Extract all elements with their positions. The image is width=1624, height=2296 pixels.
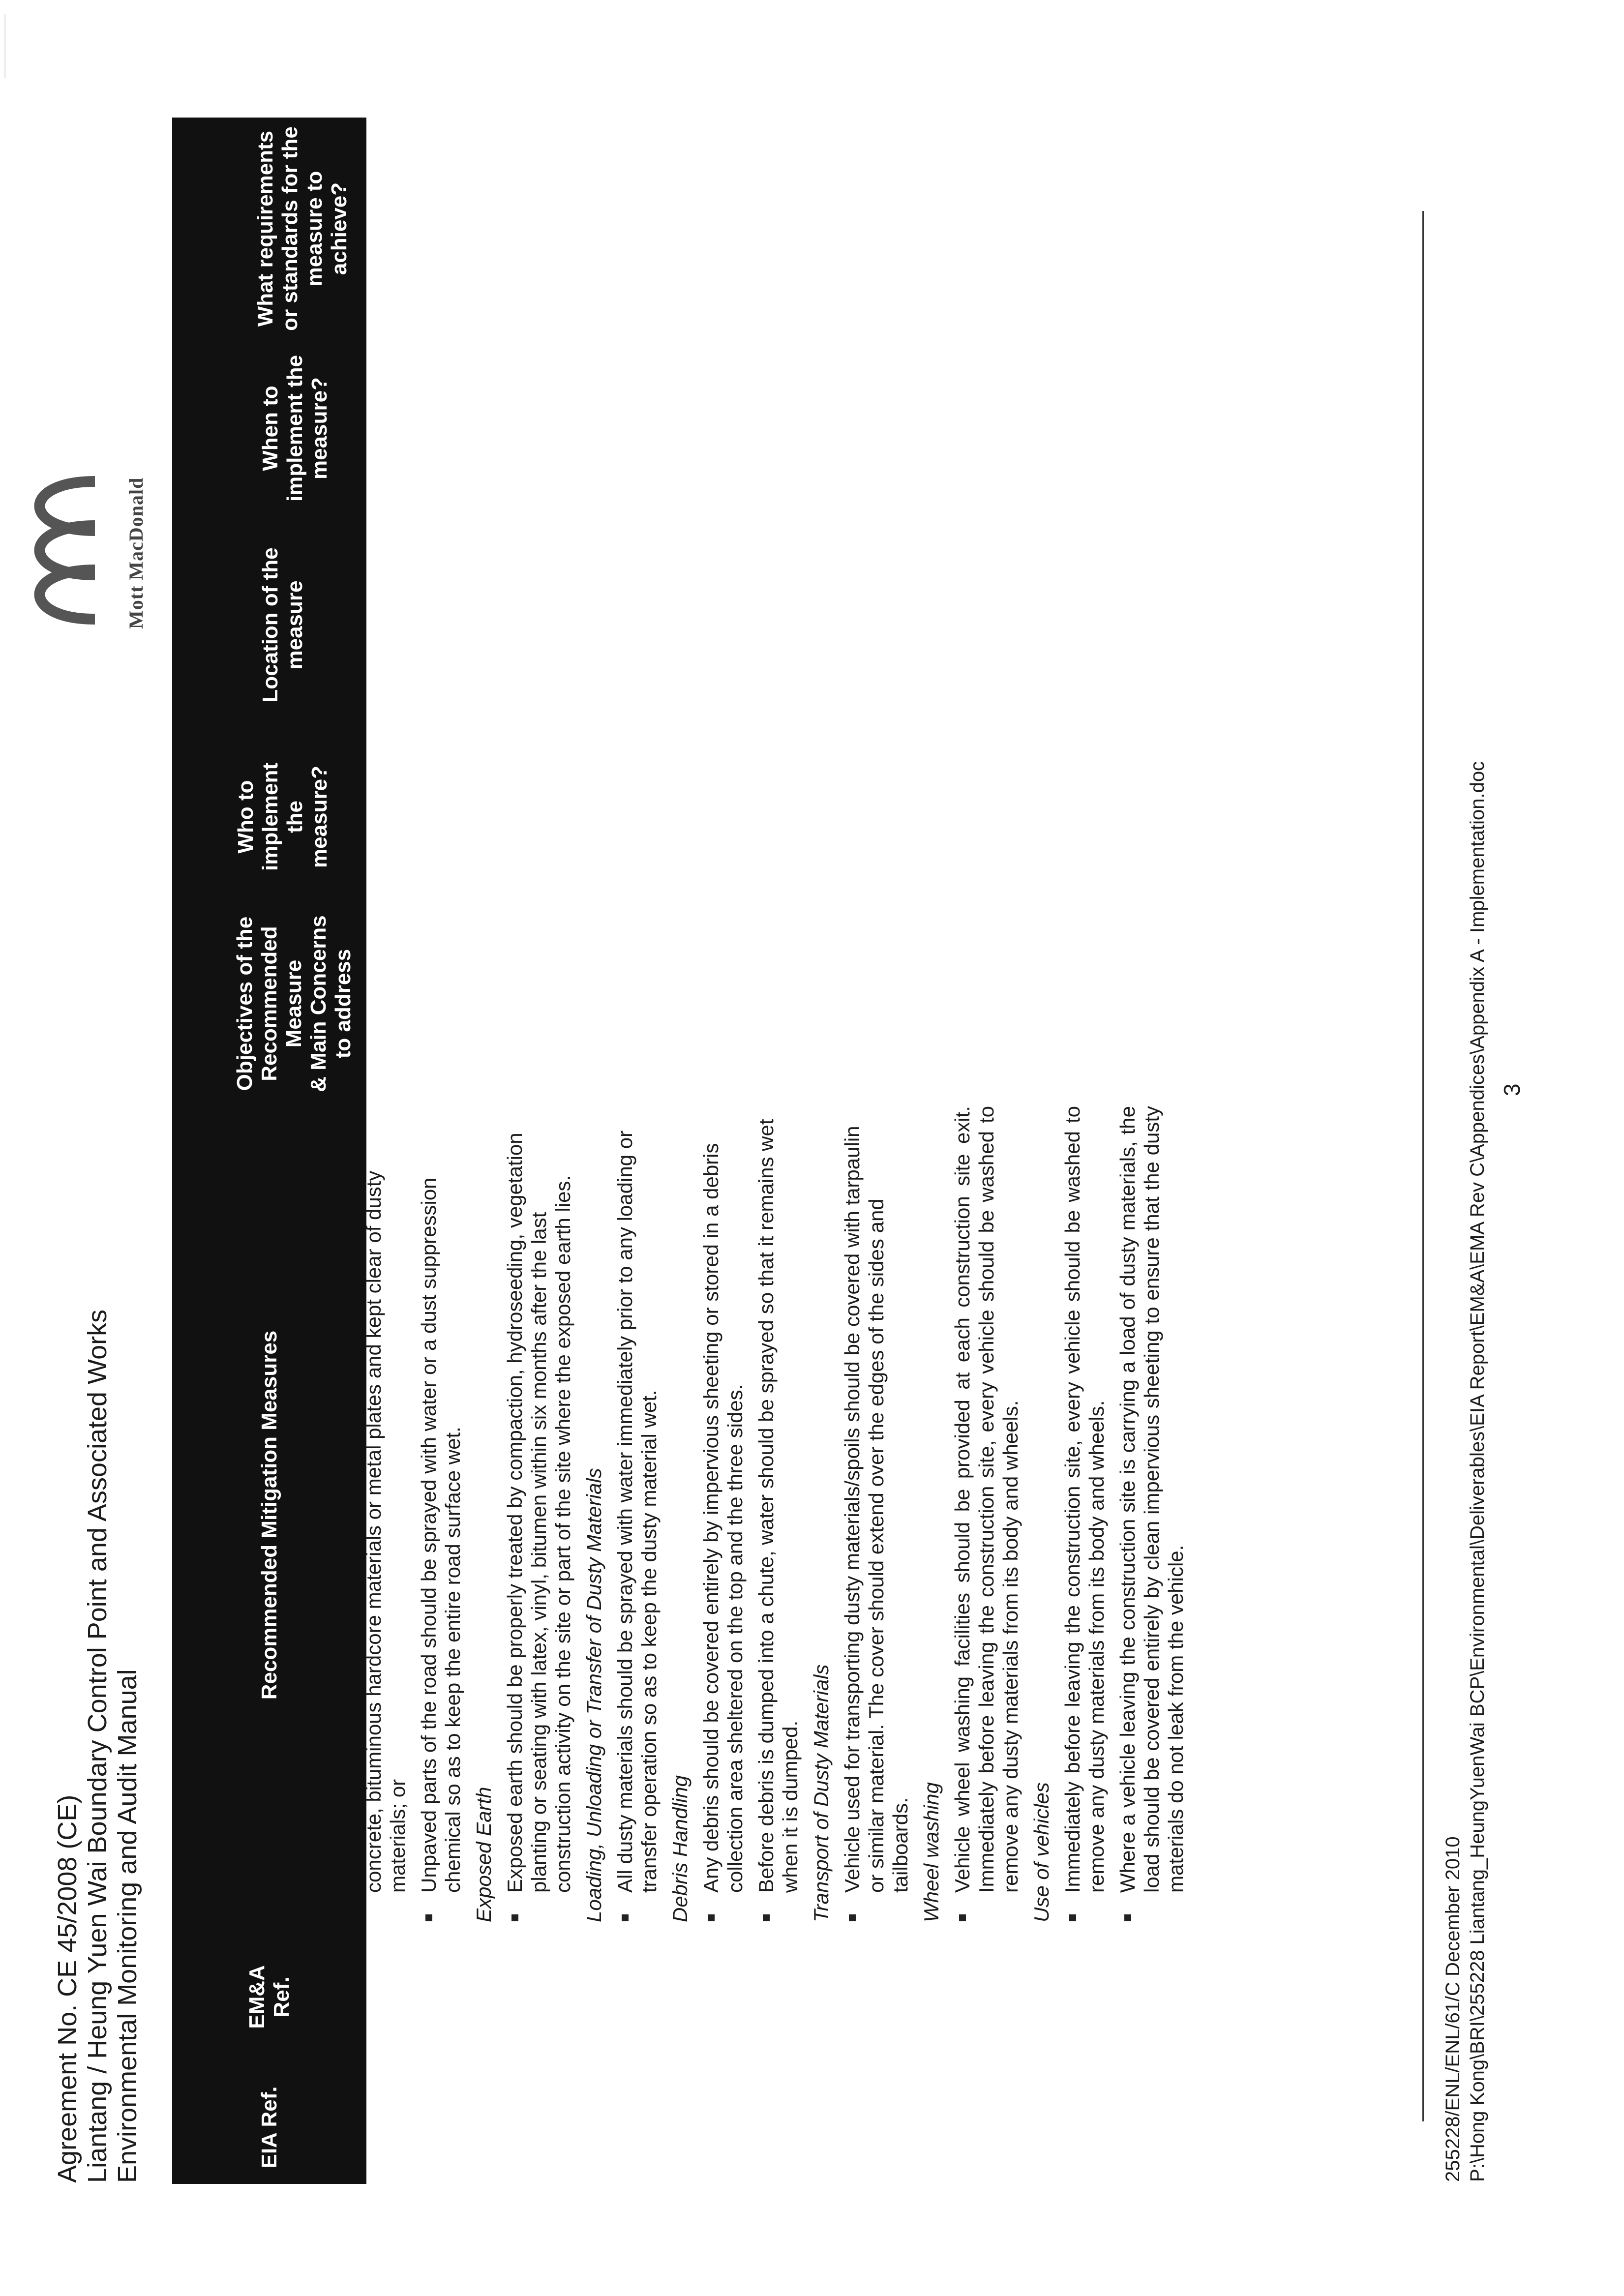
section-heading-loading: Loading, Unloading or Transfer of Dusty Materials xyxy=(582,1468,605,1922)
bullet-item: Vehicle used for transporting dusty materials/spoils should be covered with tarpaulin or similar material. The cover should extend over the edges of the sides and tailboards. xyxy=(840,1106,912,1922)
scan-artifact xyxy=(4,14,6,78)
company-logo xyxy=(1,457,164,634)
section-heading-exposed-earth: Exposed Earth xyxy=(472,1787,495,1922)
bullet-square-icon xyxy=(959,1914,966,1921)
bullet-item: Where a vehicle leaving the construction site is carrying a load of dusty materials, the load should be covered entirely by clean impervious sheeting to ensure that the dusty materials do not leak from the vehicle. xyxy=(1115,1106,1188,1922)
bullet-square-icon xyxy=(763,1914,770,1921)
bullet-item: Exposed earth should be properly treated by compaction, hydroseeding, vegetation planting or seating with latex, vinyl, bitumen within six months after the last construction activity on the site or part of the site where the exposed earth lies. xyxy=(503,1106,575,1922)
footer-divider xyxy=(1422,211,1424,2121)
col-ema-ref: EM&A Ref. xyxy=(244,1965,294,2029)
logo-wordmark: Mott MacDonald xyxy=(125,477,147,629)
bullet-item: Immediately before leaving the construction site, every vehicle should be washed to remove any dusty materials from its body and wheels. xyxy=(1060,1106,1109,1922)
footer-document-ref: 255228/ENL/ENL/61/C December 2010 xyxy=(1442,1836,1464,2182)
bullet-square-icon xyxy=(511,1914,518,1921)
bullet-item: Unpaved parts of the road should be sprayed with water or a dust suppression chemical so as to keep the entire road surface wet. xyxy=(417,1106,465,1922)
col-location: Location of the measure xyxy=(258,547,307,703)
section-heading-use-of-vehicles: Use of vehicles xyxy=(1030,1782,1053,1922)
document-title: Environmental Monitoring and Audit Manual xyxy=(113,1669,142,2183)
continued-text: concrete, bituminous hardcore materials or metal plates and kept clear of dusty materials; or xyxy=(362,1170,409,1893)
bullet-square-icon xyxy=(1069,1914,1076,1921)
bullet-item: Vehicle wheel washing facilities should be provided at each construction site exit. Immediately before leaving the construction site, every vehicle should be washed to remove any dusty materials from its body and wheels. xyxy=(950,1106,1023,1922)
section-heading-transport: Transport of Dusty Materials xyxy=(810,1664,833,1922)
bullet-square-icon xyxy=(1124,1914,1131,1921)
bullet-square-icon xyxy=(425,1914,432,1921)
section-heading-debris: Debris Handling xyxy=(668,1775,692,1922)
bullet-square-icon xyxy=(622,1914,629,1921)
section-heading-wheel-washing: Wheel washing xyxy=(920,1782,943,1922)
bullet-square-icon xyxy=(708,1914,715,1921)
bullet-item: Any debris should be covered entirely by impervious sheeting or stored in a debris collection area sheltered on the top and the three sides. xyxy=(699,1106,747,1922)
col-objectives: Objectives of the Recommended Measure & Main Concerns to address xyxy=(233,915,355,1092)
mitigation-measures-cell xyxy=(361,1106,1195,1922)
col-when: When to implement the measure? xyxy=(258,355,331,502)
col-requirements: What requirements or standards for the measure to achieve? xyxy=(253,126,351,331)
project-title: Liantang / Heung Yuen Wai Boundary Control Point and Associated Works xyxy=(83,1309,112,2183)
agreement-number: Agreement No. CE 45/2008 (CE) xyxy=(53,1794,82,2183)
col-recommended-measures: Recommended Mitigation Measures xyxy=(257,1330,281,1700)
bullet-item: Before debris is dumped into a chute, water should be sprayed so that it remains wet when it is dumped. xyxy=(754,1106,802,1922)
col-who: Who to implement the measure? xyxy=(234,762,331,871)
page-number: 3 xyxy=(1499,1083,1525,1096)
bullet-item: All dusty materials should be sprayed with water immediately prior to any loading or transfer operation so as to keep the dusty material wet. xyxy=(613,1106,661,1922)
bullet-square-icon xyxy=(849,1914,856,1921)
footer-file-path: P:\Hong Kong\BRI\255228 Liantang_HeungYuenWai BCP\Environmental\Deliverables\EIA Report\EM&A\EMA Rev C\Appendices\Appendix A - Implementation.doc xyxy=(1467,761,1488,2182)
mott-macdonald-logo-icon xyxy=(1,457,124,634)
col-eia-ref: EIA Ref. xyxy=(257,2086,281,2169)
